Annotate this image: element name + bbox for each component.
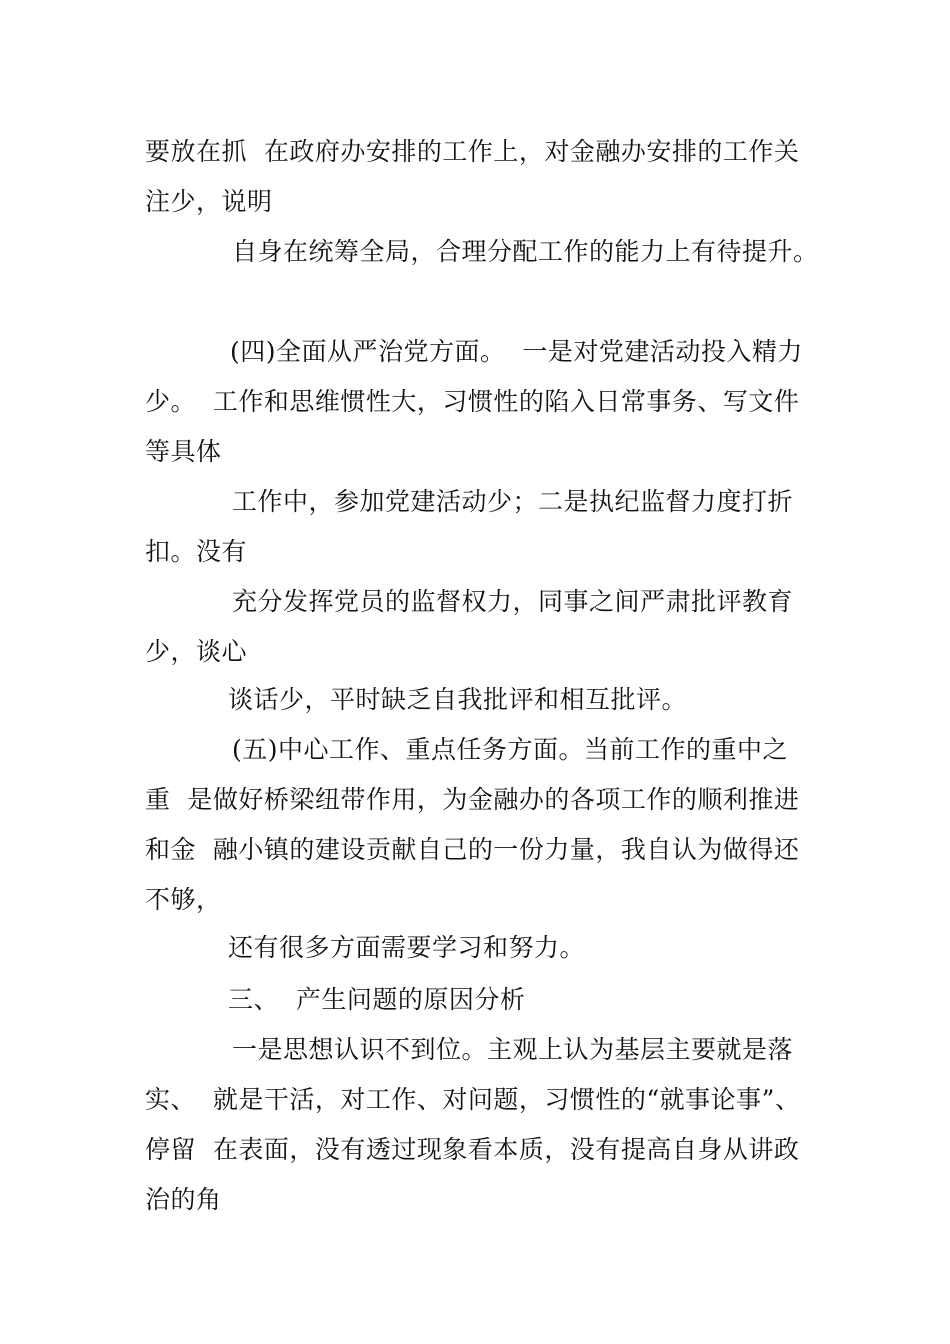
text-line: 等具体 xyxy=(145,437,222,466)
text-line: 还有很多方面需要学习和努力。 xyxy=(228,933,586,962)
text-line: 和金 融小镇的建设贡献自己的一份力量，我自认为做得还 xyxy=(145,835,800,864)
text-line: 充分发挥党员的监督权力，同事之间严肃批评教育 xyxy=(232,587,794,616)
text-line: 少。 工作和思维惯性大，习惯性的陷入日常事务、写文件 xyxy=(145,387,800,416)
text-line: 一是思想认识不到位。主观上认为基层主要就是落 xyxy=(232,1035,794,1064)
text-line: 重 是做好桥梁纽带作用，为金融办的各项工作的顺利推进 xyxy=(145,785,800,814)
text-line: 停留 在表面，没有透过现象看本质，没有提高自身从讲政 xyxy=(145,1135,800,1164)
text-line: 自身在统筹全局，合理分配工作的能力上有待提升。 xyxy=(232,237,819,266)
text-line: 不够， xyxy=(145,885,222,914)
text-line: 注少，说明 xyxy=(145,187,273,216)
text-line: 实、 就是干活，对工作、对问题，习惯性的“就事论事”、 xyxy=(145,1085,801,1114)
text-line: 少，谈心 xyxy=(145,637,248,666)
text-line: 治的角 xyxy=(145,1185,222,1214)
text-line: 扣。没有 xyxy=(145,537,248,566)
text-line: (四)全面从严治党方面。 一是对党建活动投入精力 xyxy=(230,337,803,366)
text-line: 要放在抓 在政府办安排的工作上，对金融办安排的工作关 xyxy=(145,137,800,166)
section-heading: 三、 产生问题的原因分析 xyxy=(228,985,526,1014)
text-line: 工作中，参加党建活动少；二是执纪监督力度打折 xyxy=(232,487,794,516)
text-line: 谈话少，平时缺乏自我批评和相互批评。 xyxy=(228,685,688,714)
text-line: (五)中心工作、重点任务方面。当前工作的重中之 xyxy=(232,735,789,764)
